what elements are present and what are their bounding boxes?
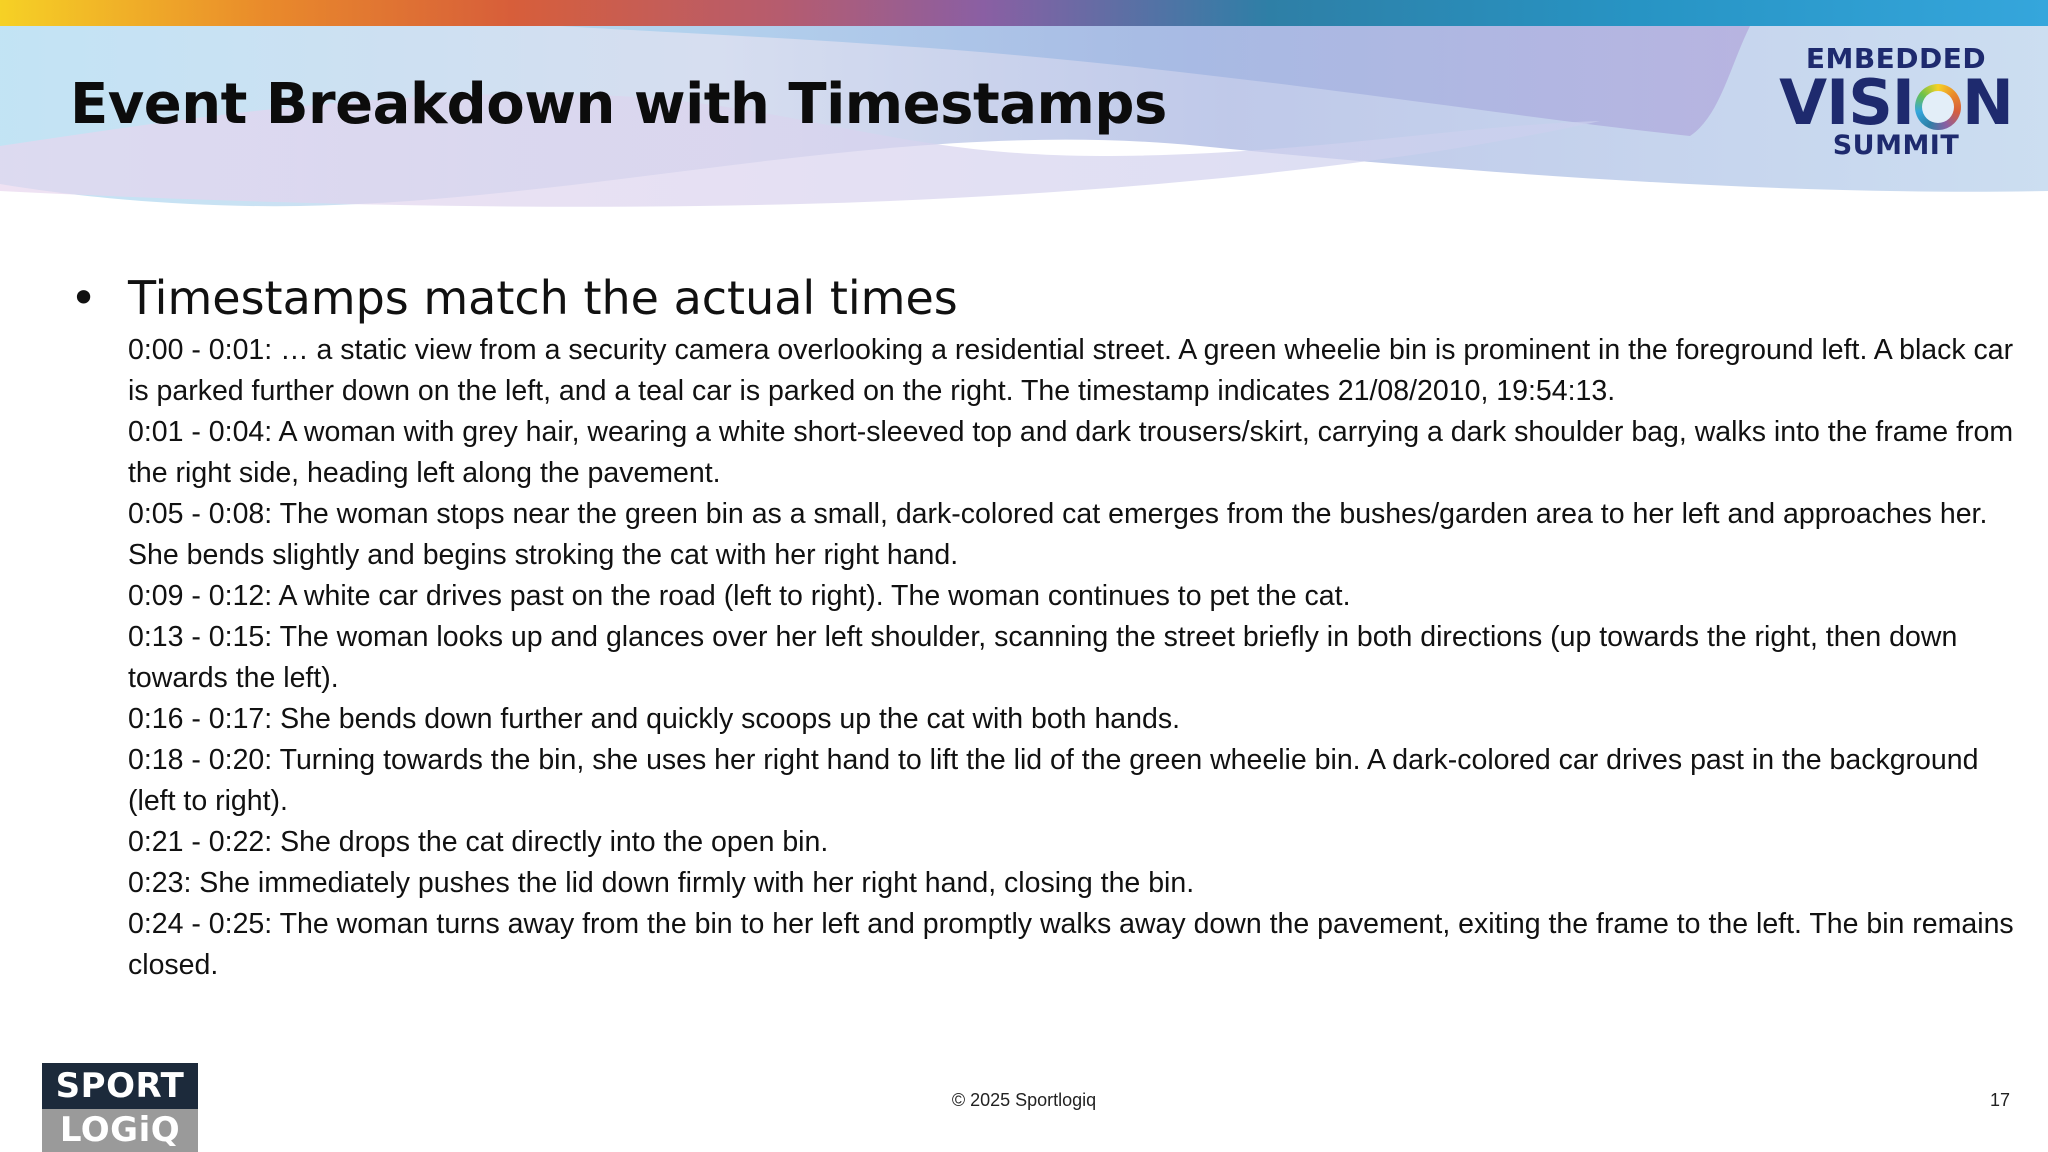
event-item: 0:18 - 0:20: Turning towards the bin, she uses her right hand to lift the lid of the green wheelie bin. A dark-colored car drives past in the background (left to right). <box>128 744 1979 817</box>
embedded-vision-summit-logo <box>1776 44 2016 174</box>
event-item: 0:24 - 0:25: The woman turns away from the bin to her left and promptly walks away down the pavement, exiting the frame to the left. The bin remains closed. <box>128 908 2014 981</box>
event-item: 0:16 - 0:17: She bends down further and quickly scoops up the cat with both hands. <box>128 703 1181 735</box>
copyright-notice: © 2025 Sportlogiq <box>951 1090 1097 1110</box>
event-item: 0:05 - 0:08: The woman stops near the green bin as a small, dark-colored cat emerges from the bushes/garden area to her left and approaches her. She bends slightly and begins stroking the cat with her right hand. <box>128 498 1988 571</box>
event-item: 0:09 - 0:12: A white car drives past on the road (left to right). The woman continues to pet the cat. <box>128 580 1351 612</box>
logo-text-summit: SUMMIT <box>1832 130 1960 161</box>
page-number: 17 <box>1989 1090 2010 1110</box>
event-list <box>128 330 2028 986</box>
logo-text-vision: VISI N <box>1779 66 2013 139</box>
logo-ring-icon <box>1915 84 1961 130</box>
bullet-dot-icon: • <box>70 271 98 325</box>
event-item: 0:21 - 0:22: She drops the cat directly into the open bin. <box>128 826 829 858</box>
event-item: 0:01 - 0:04: A woman with grey hair, wearing a white short-sleeved top and dark trousers/skirt, carrying a dark shoulder bag, walks into the frame from the right side, heading left along the pavement. <box>128 416 2014 489</box>
slide-title: Event Breakdown with Timestamps <box>70 72 1167 137</box>
sportlogiq-logo-bottom: LOGiQ <box>42 1109 198 1152</box>
bullet-heading: Timestamps match the actual times <box>128 271 958 325</box>
sportlogiq-logo-top: SPORT <box>42 1063 198 1109</box>
event-item: 0:00 - 0:01: … a static view from a security camera overlooking a residential street. A green wheelie bin is prominent in the foreground left. A black car is parked further down on the left, and a teal car is parked on the right. The timestamp indicates 21/08/2010, 19:54:13. <box>128 334 2014 407</box>
event-item: 0:23: She immediately pushes the lid down firmly with her right hand, closing the bin. <box>128 867 1195 899</box>
slide-body <box>70 268 2014 986</box>
logo-text-embedded: EMBEDDED <box>1805 42 1987 75</box>
top-color-stripe <box>0 0 2048 26</box>
event-item: 0:13 - 0:15: The woman looks up and glances over her left shoulder, scanning the street briefly in both directions (up towards the right, then down towards the left). <box>128 621 1958 694</box>
bullet-heading-row <box>70 268 1970 328</box>
